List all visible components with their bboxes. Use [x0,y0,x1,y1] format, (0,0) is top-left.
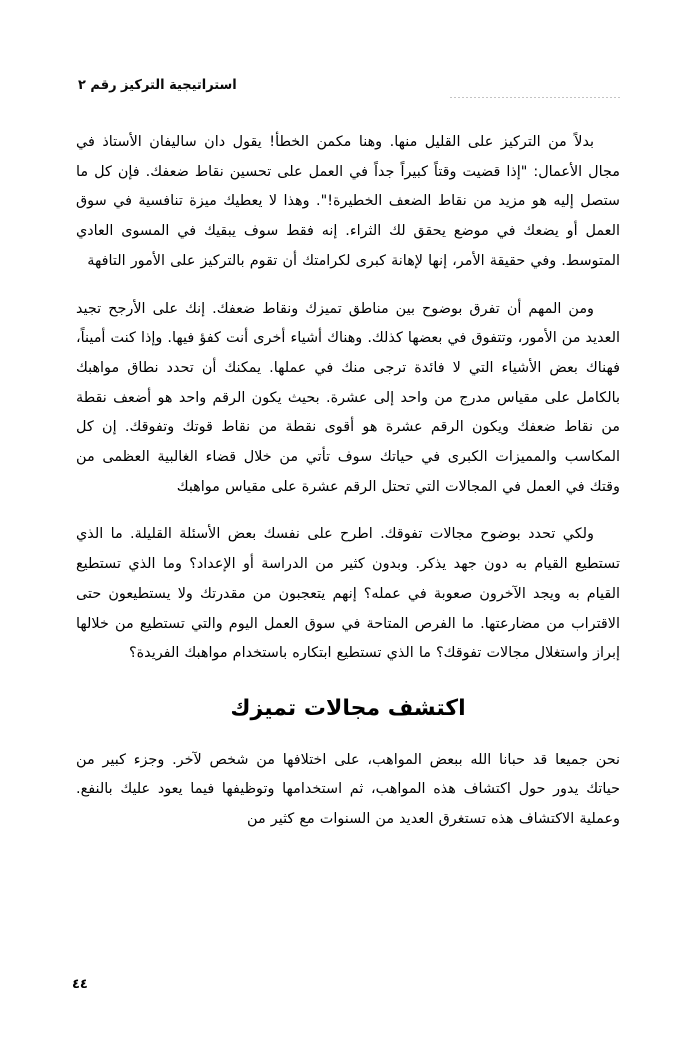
body-paragraph: بدلاً من التركيز على القليل منها. وهنا مكمن الخطأ! يقول دان ساليفان الأستاذ في مجال الأعمال: "إذا قضيت وقتاً كبيراً جداً في العمل على تحسين نقاط ضعفك. فإن كل ما ستصل إليه هو مزيد من نقاط الضعف الخطيرة!". وهذا لا يعطيك ميزة تنافسية في سوق العمل أو يضعك في موضع يحقق لك الثراء. إنه فقط سوف يبقيك في المسوى العادي المتوسط. وفي حقيقة الأمر، إنها لإهانة كبرى لكرامتك أن تقوم بالتركيز على الأمور التافهة [76,134,620,269]
body-paragraph: نحن جميعا قد حبانا الله ببعض المواهب، على اختلافها من شخص لآخر. وجزء كبير من حياتك يدور حول اكتشاف هذه المواهب، ثم استخدامها وتوظيفها فيما يعود عليك بالنفع. وعملية الاكتشاف هذه تستغرق العديد من السنوات مع كثير من [76,751,620,827]
body-paragraph: ولكي تحدد بوضوح مجالات تفوقك. اطرح على نفسك بعض الأسئلة القليلة. ما الذي تستطيع القيام به دون جهد يذكر. وبدون كثير من الدراسة أو الإعداد؟ وما الذي تستطيع القيام به ويجد الآخرون صعوبة في عمله؟ إنهم يتعجبون من مقدرتك ولا يستطيعون حتى الاقتراب من مضارعتها. ما الفرص المتاحة في سوق العمل اليوم والتي تستطيع من خلالها إبراز واستغلال مجالات تفوقك؟ ما الذي تستطيع ابتكاره باستخدام مواهبك الفريدة؟ [76,526,620,662]
header-rule-divider [450,97,622,98]
section-heading: اكتشف مجالات تميزك [230,695,466,721]
page-number: ٤٤ [72,977,88,992]
running-header [78,74,620,93]
running-header-text: استراتيجية التركيز رقم ٢ [78,77,237,93]
page-body [76,128,620,853]
body-paragraph: ومن المهم أن تفرق بوضوح بين مناطق تميزك ونقاط ضعفك. إنك على الأرجح تجيد العديد من الأمور، وتتفوق في بعضها كذلك. وهناك أشياء أخرى أنت كفؤ فيها. وإذا كنت أميناً، فهناك بعض الأشياء التي لا فائدة ترجى منك في عملها. يمكنك أن تحدد نطاق مواهبك بالكامل على مقياس مدرج من واحد إلى عشرة. بحيث يكون الرقم واحد هو أضعف نقطة من نقاط ضعفك ويكون الرقم عشرة هو أقوى نقطة من نقاط قوتك وتفوقك. إن كل المكاسب والمميزات الكبرى في حياتك سوف تأتي من خلال قضاء الغالبية العظمى من وقتك في العمل في المجالات التي تحتل الرقم عشرة على مقياس مواهبك [76,300,620,495]
